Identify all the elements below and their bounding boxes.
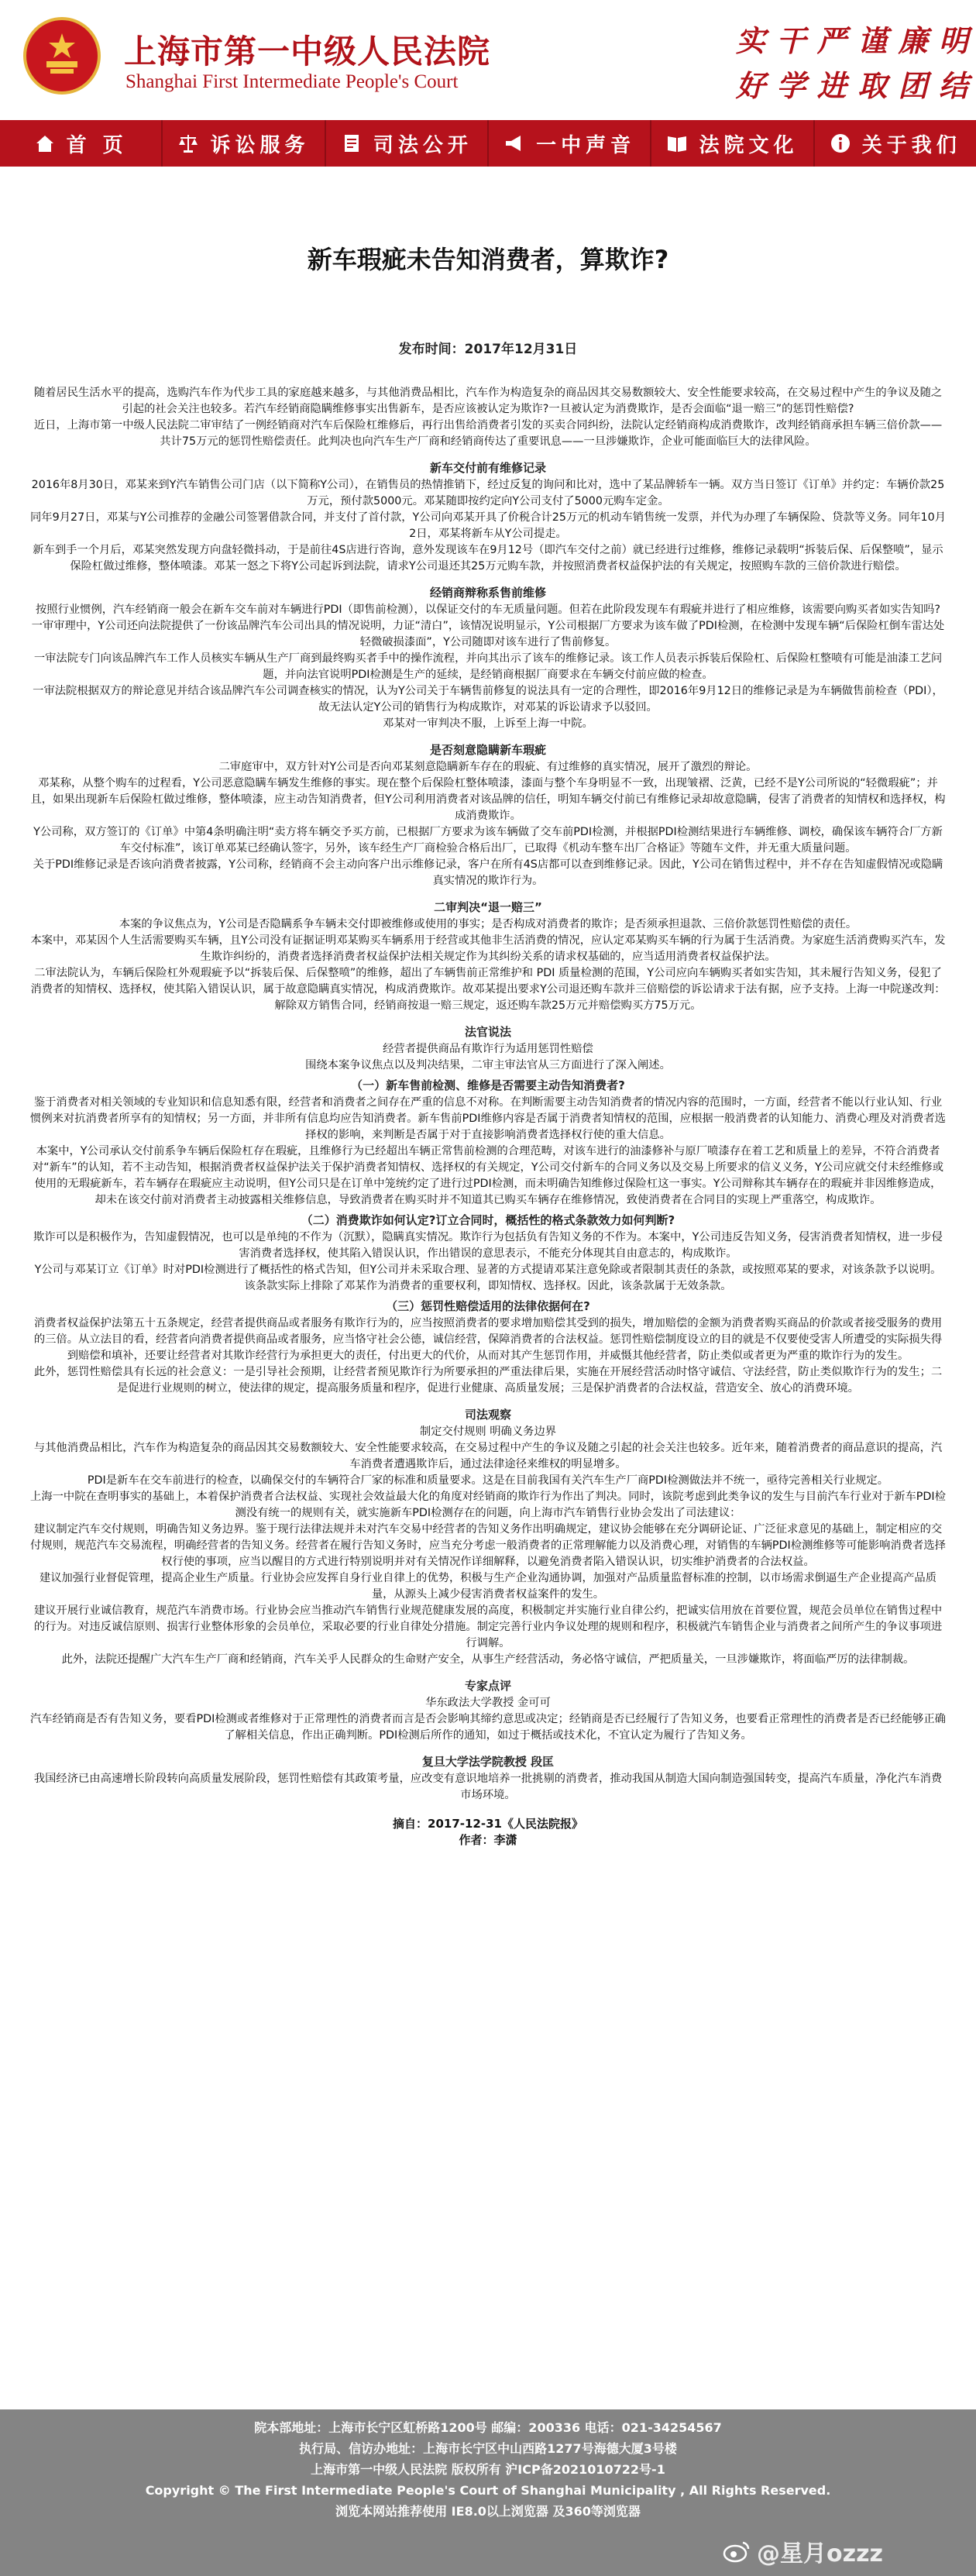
sub-heading: （三）惩罚性赔偿适用的法律依据何在? [386,1299,590,1313]
paragraph: 建议加强行业督促管理，提高企业生产质量。行业协会应发挥自身行业自律上的优势，积极与生产企业沟通协调，加强对产品质量监督标准的控制，以市场需求倒逼生产企业提高产品质量，从源头上减少侵害消费者权益案件的发生。 [39,1572,937,1601]
scale-icon [177,132,199,154]
paragraph: 建议制定汽车交付规则，明确告知义务边界。鉴于现行法律法规并未对汽车交易中经营者的告知义务作出明确规定，建议协会能够在充分调研论证、广泛征求意见的基础上，制定相应的交付规则，规范汽车交易流程，明确经营者的告知义务。经营者在履行告知义务时，应当充分考虑一般消费者的正常理解能力以及消费心理，对销售的车辆PDI检测维修等可能影响消费者选择权行使的事项，应当以醒目的方式进行特别说明并对有关情况作详细解释，以避免消费者陷入错误认识，切实维护消费者的合法权益。 [30,1523,946,1568]
weibo-icon [723,2540,751,2563]
court-emblem-icon [23,17,101,95]
paragraph: PDI是新车在交车前进行的检查，以确保交付的车辆符合厂家的标准和质量要求。这是在目前我国有关汽车生产厂商PDI检测做法并不统一，亟待完善相关行业规定。 [87,1474,889,1487]
paragraph: 经营者提供商品有欺诈行为适用惩罚性赔偿 [383,1043,593,1055]
paragraph: Y公司称，双方签订的《订单》中第4条明确注明“卖方将车辆交予买方前，已根据厂方要求为该车辆做了交车前PDI检测，并根据PDI检测结果进行车辆维修、调校，确保该车辆符合厂方新车交付标准”，该订单邓某已经确认签字，另外，该车经生产厂商检验合格后出厂，已取得《机动车整车出厂合格证》等随车文件，并无重大质量问题。 [33,826,943,855]
paragraph: 与其他消费品相比，汽车作为构造复杂的商品因其交易数额较大、安全性能要求较高，在交易过程中产生的争议及随之引起的社会关注也较多。近年来，随着消费者的商品意识的提高，汽车消费者遭遇欺诈后，通过法律途径来维权的明显增多。 [33,1442,943,1470]
paragraph: 二审庭审中，双方针对Y公司是否向邓某刻意隐瞒新车存在的瑕疵、有过维修的真实情况，展开了激烈的辩论。 [218,761,758,773]
paragraph: 上海一中院在查明事实的基础上，本着保护消费者合法权益、实现社会效益最大化的角度对经销商的欺诈行为作出了判决。同时，该院考虑到此类争议的发生与目前汽车行业对于新车PDI检测没有统一的规则有关，就实施新车PDI检测存在的问题，向上海市汽车销售行业协会发出了司法建议： [30,1491,946,1519]
section-heading: 专家点评 [464,1679,511,1693]
paragraph: 鉴于消费者对相关领域的专业知识和信息知悉有限，经营者和消费者之间存在严重的信息不对称。在判断需要主动告知消费者的情况内容的范围时，一方面，经营者不能以行业认知、行业惯例来对抗消费者所享有的知情权；另一方面，并非所有信息均应告知消费者。新车售前PDI维修内容是否属于消费者知情权的范围，应根据一般消费者的认知能力、消费心理及对消费者选择权的影响，来判断是否属于对于直接影响消费者选择权行使的重大信息。 [30,1096,946,1141]
section-heading: 经销商辩称系售前维修 [429,586,546,600]
paragraph: 消费者权益保护法第五十五条规定，经营者提供商品或者服务有欺诈行为的，应当按照消费者的要求增加赔偿其受到的损失，增加赔偿的金额为消费者购买商品的价款或者接受服务的费用的三倍。从立法目的看，经营者向消费者提供商品或者服务，应当恪守社会公德，诚信经营，保障消费者的合法权益。惩罚性赔偿制度设立的目的就是不仅要使受害人所遭受的实际损失得到赔偿和填补，还要让经营者对其欺诈经营行为承担更大的责任，付出更大的代价，从而对其产生惩罚作用，并威慑其他经营者，防止类似或者更为严重的欺诈行为的发生。 [33,1317,943,1362]
nav-litigation[interactable]: 诉讼服务 [163,120,325,167]
court-name-en: Shanghai First Intermediate People's Court [125,71,459,92]
paragraph: 制定交付规则 明确义务边界 [419,1426,557,1438]
sub-heading: （二）消费欺诈如何认定?订立合同时，概括性的格式条款效力如何判断? [301,1213,675,1227]
nav-home[interactable]: 首 页 [0,120,163,167]
slogan-row-2: 好 学 进 取 团 结 [736,68,968,103]
site-header [0,0,976,116]
section-heading: 司法观察 [464,1408,511,1422]
paragraph: 同年9月27日，邓某与Y公司推荐的金融公司签署借款合同，并支付了首付款，Y公司向邓某开具了价税合计25万元的机动车销售统一发票，并代为办理了车辆保险、贷款等义务。同年10月2日，邓某将新车从Y公司提走。 [30,511,946,540]
paragraph: 围绕本案争议焦点以及判决结果，二审主审法官从三方面进行了深入阐述。 [305,1059,671,1071]
megaphone-icon [503,132,525,154]
section-heading: 新车交付前有维修记录 [429,461,546,475]
footer-execution-address: 执行局、信访办地址：上海市长宁区中山西路1277号海德大厦3号楼 [299,2441,677,2456]
sub-heading: （一）新车售前检测、维修是否需要主动告知消费者? [351,1078,625,1092]
article-body [29,167,947,2409]
section-heading: 二审判决“退一赔三” [434,900,542,914]
paragraph: 2016年8月30日，邓某来到Y汽车销售公司门店（以下简称Y公司），在销售员的热情推销下，经过反复的询问和比对，选中了某品牌轿车一辆。双方当日签订《订单》并约定：车辆价款25万元，预付款5000元。邓某随即按约定向Y公司支付了5000元购车定金。 [31,479,945,507]
nav-culture[interactable]: 法院文化 [651,120,814,167]
footer-copyright: Copyright © The First Intermediate People's Court of Shanghai Municipality , All Rights Reserved. [145,2483,831,2498]
paragraph: 汽车经销商是否有告知义务，要看PDI检测或者维修对于正常理性的消费者而言是否会影响其缔约意思或决定；经销商是否已经履行了告知义务，也要看正常理性的消费者是否已经能够正确了解相关信息，作出正确判断。PDI检测后所作的通知，如过于概括或技术化，不宜认定为履行了告知义务。 [30,1713,946,1742]
info-icon [830,132,851,154]
article-title: 新车瑕疵未告知消费者，算欺诈? [307,245,669,274]
paragraph: 近日，上海市第一中级人民法院二审审结了一例经销商对汽车后保险杠维修后，再行出售给消费者引发的买卖合同纠纷，法院认定经销商构成消费欺诈，改判经销商承担车辆三倍价款——共计75万元的惩罚性赔偿责任。此判决也向汽车生产厂商和经销商传达了重要讯息——一旦涉嫌欺诈，企业可能面临巨大的法律风险。 [33,419,943,448]
section-heading: 复旦大学法学院教授 段匡 [421,1755,555,1769]
paragraph: 华东政法大学教授 金可可 [425,1697,551,1709]
nav-voice[interactable]: 一中声音 [489,120,651,167]
paragraph: 二审法院认为，车辆后保险杠外观瑕疵予以“拆装后保、后保整喷”的维修，超出了车辆售前正常维护和 PDI 质量检测的范围，Y公司应向车辆购买者如实告知，其未履行告知义务，侵犯了消费者的知情权、选择权，使其陷入错误认识，属于故意隐瞒真实情况，构成消费欺诈。故邓某提出要求Y公司退还购车款并三倍赔偿的诉讼请求于法有据，应予支持。上海一中院遂改判：解除双方销售合同，经销商按退一赔三规定，返还购车款25万元并赔偿购买方75万元。 [30,967,946,1012]
site-footer [0,2409,976,2576]
paragraph: 我国经济已由高速增长阶段转向高质量发展阶段，惩罚性赔偿有其政策考量，应改变有意识地培养一批挑剔的消费者，推动我国从制造大国向制造强国转变，提高汽车质量，净化汽车消费市场环境。 [33,1773,943,1801]
nav-judicial-open[interactable]: 司法公开 [326,120,489,167]
section-heading: 法官说法 [464,1025,511,1039]
paragraph: 本案中，Y公司承认交付前系争车辆后保险杠存在瑕疵，且维修行为已经超出车辆正常售前检测的合理范畴，对该车进行的油漆修补与原厂喷漆存在着工艺和质量上的差异，不符合消费者对“新车”的认知，若不主动告知，根据消费者权益保护法关于保护消费者知情权、选择权的有关规定，Y公司交付新车的合同义务以及交易上所要求的信义义务，Y公司应就交付未经维修或使用的无瑕疵新车，若车辆存在瑕疵应主动说明，但Y公司只是在订单中笼统约定了进行过PDI检测，而未明确告知维修过保险杠这一事实。Y公司辩称其车辆存在的瑕疵并非因维修造成，却未在该交付前对消费者主动披露相关维修信息，导致消费者在购买时并不知道其已购买车辆存在维修情况，致使消费者在合同目的实现上严重落空，构成欺诈。 [32,1145,944,1206]
footer-browser-note: 浏览本网站推荐使用 IE8.0以上浏览器 及360等浏览器 [335,2504,641,2519]
footer-icp[interactable]: 上海市第一中级人民法院 版权所有 沪ICP备2021010722号-1 [311,2462,665,2477]
paragraph: 邓某称，从整个购车的过程看，Y公司恶意隐瞒车辆发生维修的事实。现在整个后保险杠整体喷漆，漆面与整个车身明显不一致，出现皱褶、泛黄，已经不是Y公司所说的“轻微瑕疵”；并且，如果出现新车后保险杠做过维修，整体喷漆，应主动告知消费者，但Y公司利用消费者对该品牌的信任，明知车辆交付前已有维修记录却故意隐瞒，侵害了消费者的知情权和选择权，构成消费欺诈。 [30,777,946,822]
court-name-cn[interactable]: 上海市第一中级人民法院 [124,33,491,71]
author-line: 作者：李潇 [459,1833,517,1847]
paragraph: 随着居民生活水平的提高，选购汽车作为代步工具的家庭越来越多，与其他消费品相比，汽车作为构造复杂的商品因其交易数额较大、安全性能要求较高，在交易过程中产生的争议及随之引起的社会关注也较多。若汽车经销商隐瞒维修事实出售新车，是否应该被认定为欺诈?一旦被认定为消费欺诈，是否会面临“退一赔三”的惩罚性赔偿? [33,387,943,415]
paragraph: 新车到手一个月后，邓某突然发现方向盘轻微抖动，于是前往4S店进行咨询，意外发现该车在9月12号（即汽车交付之前）就已经进行过维修，维修记录载明“拆装后保、后保整喷”，显示保险杠做过维修，整体喷漆。邓某一怒之下将Y公司起诉到法院，请求Y公司退还其25万元购车款，并按照消费者权益保护法的有关规定，按照购车款的三倍价款进行赔偿。 [33,544,943,573]
paragraph: Y公司与邓某订立《订单》时对PDI检测进行了概括性的格式告知，但Y公司并未采取合理、显著的方式提请邓某注意免除或者限制其责任的条款，或按照邓某的要求，对该条款予以说明。该条款实际上排除了邓某作为消费者的重要权利，即知情权、选择权。因此，该条款属于无效条款。 [34,1264,942,1292]
book-icon [666,132,688,154]
paragraph: 此外，法院还提醒广大汽车生产厂商和经销商，汽车关乎人民群众的生命财产安全，从事生产经营活动，务必恪守诚信，严把质量关，一旦涉嫌欺诈，将面临严厉的法律制裁。 [61,1653,915,1666]
paragraph: 欺诈可以是积极作为，告知虚假情况，也可以是单纯的不作为（沉默），隐瞒真实情况。欺诈行为包括负有告知义务的不作为。本案中，Y公司违反告知义务，侵害消费者知情权，进一步侵害消费者选择权，使其陷入错误认识，作出错误的意思表示，不能充分体现其自由意志的，构成欺诈。 [33,1231,943,1260]
source-line: 摘自：2017-12-31《人民法院报》 [393,1817,583,1831]
nav-about[interactable]: 关于我们 [815,120,976,167]
footer-address: 院本部地址：上海市长宁区虹桥路1200号 邮编：200336 电话：021-34254567 [254,2420,722,2435]
paragraph: 一审法院专门向该品牌汽车工作人员核实车辆从生产厂商到最终购买者手中的操作流程，并向其出示了该车的维修记录。该工作人员表示拆装后保险杠、后保险杠整喷有可能是油漆工艺问题，并向法官说明PDI检测是生产的延续，是经销商根据厂商要求在车辆交付前应做的检查。 [33,652,943,681]
section-heading: 是否刻意隐瞒新车瑕疵 [429,743,546,757]
home-icon [34,132,56,154]
paragraph: 邓某对一审判决不服，上诉至上海一中院。 [383,717,593,730]
paragraph: 此外，惩罚性赔偿具有长远的社会意义：一是引导社会预期，让经营者预见欺诈行为所要承担的严重法律后果，实施在开展经营活动时恪守诚信、守法经营，防止类似欺诈行为的发生；二是促进行业规则的树立，使法律的规定，提高服务质量和程序，促进行业健康、高质量发展；三是保护消费者的合法权益，营造安全、放心的消费环境。 [33,1366,943,1395]
article-content [29,385,947,1849]
paragraph: 按照行业惯例，汽车经销商一般会在新车交车前对车辆进行PDI（即售前检测），以保证交付的车无质量问题。但若在此阶段发现车有瑕疵并进行了相应维修，该需要向购买者如实告知吗? [35,604,941,616]
main-nav [0,120,976,167]
paragraph: 建议开展行业诚信教育，规范汽车消费市场。行业协会应当推动汽车销售行业规范健康发展的高度，积极制定并实施行业自律公约，把诚实信用放在首要位置，规范会员单位在销售过程中的行为。对违反诚信原则、损害行业整体形象的会员单位，采取必要的行业自律处分措施。制定完善行业内争议处理的规则和程序，积极就汽车销售企业与消费者之间所产生的争议事项进行调解。 [33,1604,943,1649]
paragraph: 本案中，邓某因个人生活需要购买车辆，且Y公司没有证据证明邓某购买车辆系用于经营或其他非生活消费的情况，应认定邓某购买车辆的行为属于生活消费。为家庭生活消费购买汽车，发生欺诈纠纷的，消费者选择消费者权益保护法相关规定作为其纠纷关系的请求权基础的，应当适用消费者权益保护法。 [30,934,946,963]
paragraph: 一审法院根据双方的辩论意见并结合该品牌汽车公司调查核实的情况，认为Y公司关于车辆售前修复的说法具有一定的合理性，即2016年9月12日的维修记录是为车辆做售前检查（PDI），故无法认定Y公司的销售行为构成欺诈，对邓某的诉讼请求予以驳回。 [33,685,943,714]
paragraph: 一审审理中，Y公司还向法院提供了一份该品牌汽车公司出具的情况说明，力证“清白”，该情况说明显示，Y公司根据厂方要求为该车做了PDI检测，在检测中发现车辆“后保险杠倒车雷达处轻微破损漆面”，Y公司随即对该车进行了售前修复。 [31,620,945,648]
document-icon [341,132,363,154]
publish-date: 发布时间：2017年12月31日 [398,342,578,357]
paragraph: 关于PDI维修记录是否该向消费者披露，Y公司称，经销商不会主动向客户出示维修记录，客户在所有4S店都可以查到维修记录。因此，Y公司在销售过程中，并不存在告知虚假情况或隐瞒真实情况的欺诈行为。 [33,858,943,887]
weibo-watermark: @星月ozzz [723,2534,883,2568]
paragraph: 本案的争议焦点为，Y公司是否隐瞒系争车辆未交付即被维修或使用的事实；是否构成对消费者的欺诈；是否须承担退款、三倍价款惩罚性赔偿的责任。 [119,918,857,930]
slogan-row-1: 实 干 严 谨 廉 明 [736,23,968,58]
